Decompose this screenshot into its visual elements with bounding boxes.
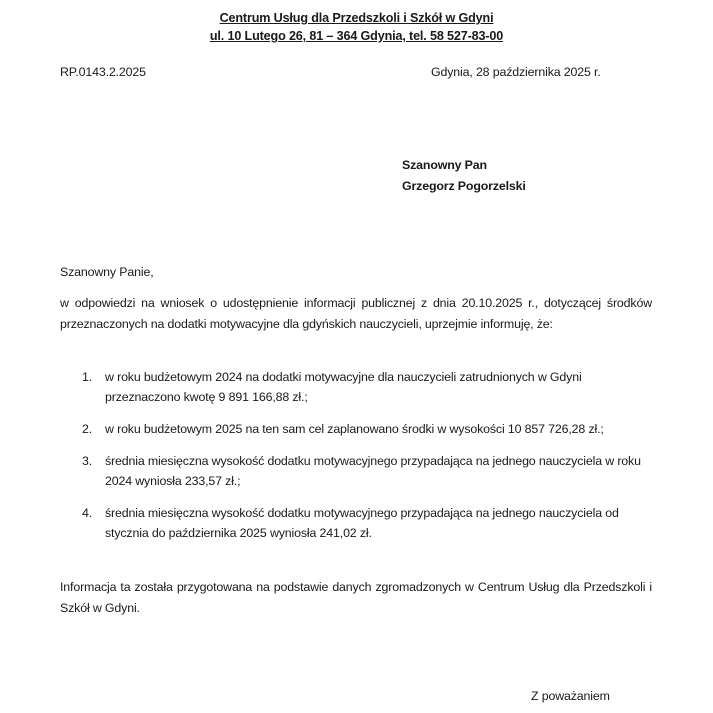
recipient-block	[402, 155, 526, 197]
salutation: Szanowny Panie,	[60, 265, 154, 279]
reference-number: RP.0143.2.2025	[60, 65, 146, 79]
list-item	[60, 451, 660, 491]
list-item	[60, 419, 660, 439]
list-item	[60, 503, 660, 543]
letterhead-address: ul. 10 Lutego 26, 81 – 364 Gdynia, tel. 58 527-83-00	[209, 29, 504, 43]
list-item-text: w roku budżetowym 2025 na ten sam cel zaplanowano środki w wysokości 10 857 726,28 zł.;	[105, 422, 604, 436]
intro-paragraph: w odpowiedzi na wniosek o udostępnienie informacji publicznej z dnia 20.10.2025 r., dotyczącej środków przeznaczonych na dodatki motywacyjne dla gdyńskich nauczycieli, uprzejmie informuję, że:	[60, 296, 652, 331]
list-item-number: 2.	[82, 422, 93, 436]
list-item	[60, 367, 660, 407]
information-list	[60, 367, 660, 555]
list-item-text: w roku budżetowym 2024 na dodatki motywacyjne dla nauczycieli zatrudnionych w Gdyni przeznaczono kwotę 9 891 166,88 zł.;	[105, 370, 582, 404]
place-date: Gdynia, 28 października 2025 r.	[431, 65, 601, 79]
list-item-text: średnia miesięczna wysokość dodatku motywacyjnego przypadająca na jednego nauczyciela od stycznia do października 2025 wyniosła 241,02 zł.	[105, 506, 619, 540]
regards: Z poważaniem	[531, 689, 610, 703]
letterhead-institution: Centrum Usług dla Przedszkoli i Szkół w Gdyni	[219, 11, 494, 25]
list-item-number: 3.	[82, 454, 93, 468]
list-item-number: 4.	[82, 506, 93, 520]
letterhead	[0, 9, 713, 45]
list-item-number: 1.	[82, 370, 93, 384]
recipient-name: Grzegorz Pogorzelski	[402, 179, 526, 193]
list-item-text: średnia miesięczna wysokość dodatku motywacyjnego przypadająca na jednego nauczyciela w roku 2024 wyniosła 233,57 zł.;	[105, 454, 641, 488]
closing-paragraph: Informacja ta została przygotowana na podstawie danych zgromadzonych w Centrum Usług dla Przedszkoli i Szkół w Gdyni.	[60, 580, 652, 615]
recipient-salutation-line: Szanowny Pan	[402, 158, 487, 172]
